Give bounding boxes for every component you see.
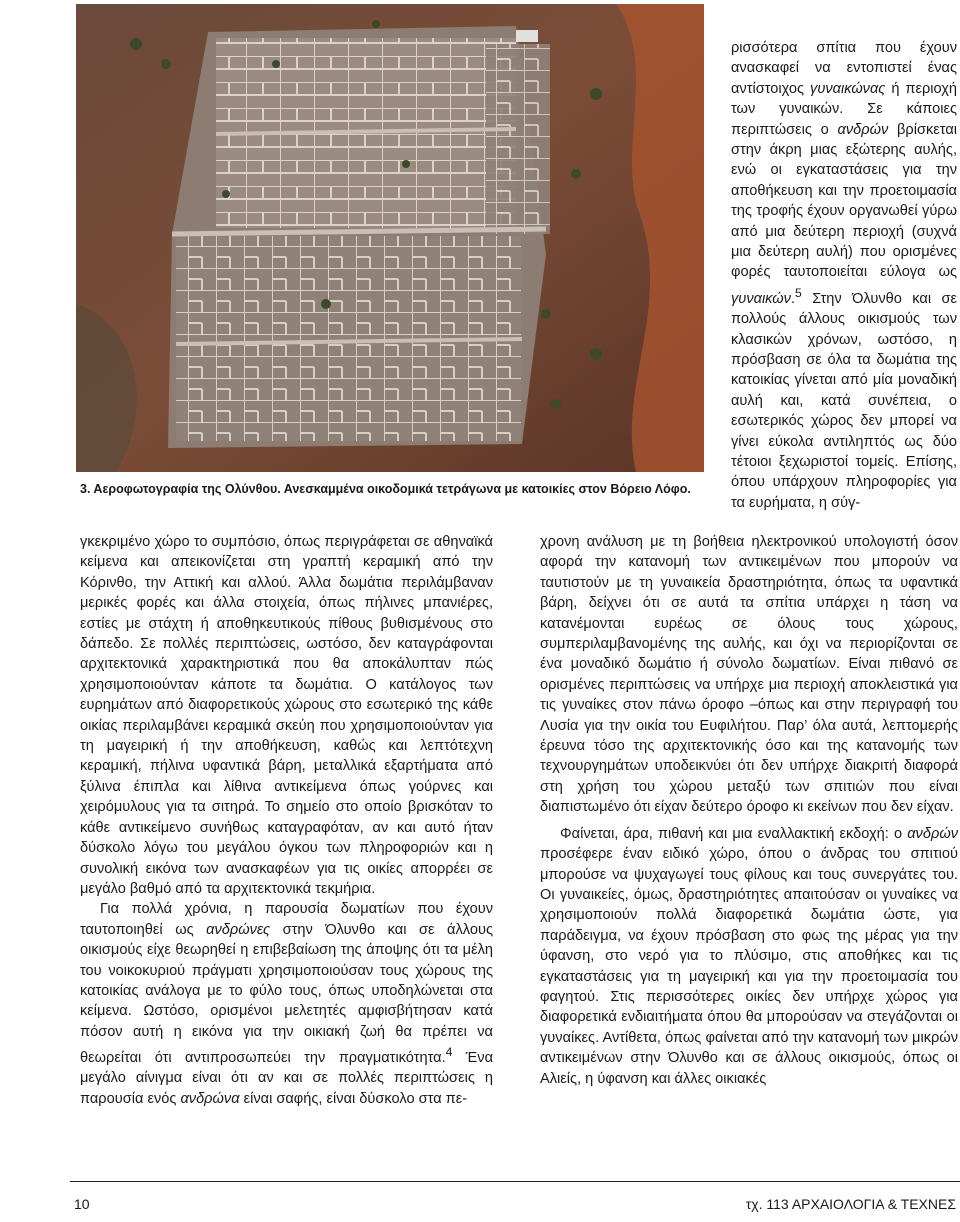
paragraph: χρονη ανάλυση με τη βοήθεια ηλεκτρονικού υπολογιστή όσον αφορά την κατανομή των αντικειμένων που μπορούν να ταυτιστούν με τη γυναικεία δραστηριότητα, όπως τα υφαντικά βάρη, δείχνει ότι σε αυτά τα σπίτια υπάρχει η τάση να κατανέμονται ευρέως σε όλους τους χώρους, συμπεριλαμβανομένης της αυλής, και όχι να περιορίζονται σε ένα μοναδικό δωμάτιο ή σύνολο δωματίων. Είναι πιθανό σε ορισμένες περιπτώσεις να υπήρχε μια περιοχή αποκλειστικά για τις γυναίκες στον πάνω όροφο –όπως και στην περιγραφή του Λυσία για την οικία του Ευφιλήτου. Παρ’ όλα αυτά, λεπτομερής έρευνα τόσο της αρχιτεκτονικής όσο και της κατανομής των τεχνουργημάτων υποδεικνύει ότι δεν υπήρχε διακριτή διαφορά στη χρήση του χώρου μεταξύ των σπιτιών που είναι διαπιστωμένο ότι είχαν δεύτερο όροφο κι εκείνων που δεν είχαν.	[540, 534, 958, 816]
excavation-photo-icon	[76, 4, 704, 472]
footer-divider	[70, 1181, 960, 1182]
paragraph: Για πολλά χρόνια, η παρουσία δωματίων που έχουν ταυτοποιηθεί ως ανδρώνες στην Όλυνθο και σε άλλους οικισμούς είχε θεωρηθεί η επιβεβαίωση της άποψης ότι τα μέλη του νοικοκυριού πράγματι χρησιμοποιούσαν τους χώρους της κατοικίας ανάλογα με το φύλο τους, όπως υποδηλώνεται στα κείμενα. Ωστόσο, ορισμένοι μελετητές αμφισβήτησαν κατά πόσον αυτή η εικόνα για την οικιακή ζωή θα πρέπει να θεωρείται ότι αντιπροσωπεύει την πραγματικότητα.$^4$ Ένα μεγάλο αίνιγμα είναι ότι αν και σε πολλές περιπτώσεις η παρουσία ενός ανδρώνα είναι σαφής, είναι δύσκολο στα πε-	[80, 901, 494, 1107]
paragraph: Φαίνεται, άρα, πιθανή και μια εναλλακτική εκδοχή: ο ανδρών προσέφερε έναν ειδικό χώρο, όπου ο άνδρας του σπιτιού μπορούσε να ψυχαγωγεί τους φίλους και τους συνεργάτες του. Οι γυναικείες, όμως, δραστηριότητες απαιτούσαν οι γυναίκες να χρησιμοποιούν πολλά διαφορετικά δωμάτια ώστε, για παράδειγμα, να έχουν πρόσβαση στο φως της μέρας για την ύφανση, στο νερό για το πλύσιμο, στις αποθήκες και τις εγκαταστάσεις για τη μαγειρική και για την προετοιμασία του φαγητού. Στις περισσότερες οικίες δεν υπήρχε χώρος για διαφορετικά ενδιαιτήματα όπου θα μπορούσαν να στεγάζονται οι γυναίκες. Αντίθετα, όπως φαίνεται από την κατανομή των μικρών αντικειμένων στην Όλυνθο και σε άλλους οικισμούς, όπως οι Αλιείς, η ύφανση και άλλες οικιακές	[540, 825, 958, 1087]
publication-footer: τχ. 113 ΑΡΧΑΙΟΛΟΓΙΑ & ΤΕΧΝΕΣ	[745, 1196, 956, 1212]
aerial-photo	[76, 4, 704, 472]
article-column-right	[540, 532, 958, 1089]
article-column-left	[80, 532, 493, 1109]
page-number: 10	[74, 1196, 90, 1212]
article-column-right-top	[731, 38, 957, 513]
paragraph: ρισσότερα σπίτια που έχουν ανασκαφεί να εντοπιστεί ένας αντίστοιχος γυναικώνας ή περιοχή των γυναικών. Σε κάποιες περιπτώσεις ο ανδρών βρίσκεται στην άκρη μιας εξώτερης αυλής, ενώ οι εγκαταστάσεις για την αποθήκευση και την προετοιμασία της τροφής έχουν οργανωθεί γύρω από μια δεύτερη περιοχή (συχνά μια δεύτερη αυλή) που ορισμένες φορές ταυτοποιείται εύλογα ως γυναικών.$^5$ Στην Όλυνθο και σε πολλούς άλλους οικισμούς των κλασικών χρόνων, ωστόσο, η πρόσβαση σε όλα τα δωμάτια της κατοικίας γίνεται από μία μοναδική αυλή και, κατά συνέπεια, ο εσωτερικός χώρος δεν μπορεί να γίνει εύκολα αντιληπτός ως δύο τέτοιοι ξεχωριστοί τομείς. Επίσης, όπου υπάρχουν πληροφορίες για τα ευρήματα, η σύγ-	[731, 40, 957, 511]
paragraph: γκεκριμένο χώρο το συμπόσιο, όπως περιγράφεται σε αθηναϊκά κείμενα και απεικονίζεται στη γραπτή κεραμική από την Κόρινθο, την Αττική και αλλού. Άλλα δωμάτια περιλάμβαναν μερικές φορές και άλλα στοιχεία, όπως πήλινες μπανιέρες, εστίες με στάχτη ή αποθηκευτικούς πίθους βυθισμένους στο δάπεδο. Σε πολλές περιπτώσεις, ωστόσο, δεν καταγράφονται αρχιτεκτονικά χαρακτηριστικά που θα αποκάλυπταν πώς χρησιμοποιούνταν κάποτε τα δωμάτια. Ο κατάλογος των ευρημάτων από διαφορετικούς χώρους στο εσωτερικό της κάθε οικίας περιλαμβάνει κεραμικά σκεύη που χρησιμοποιούνταν για τη μαγειρική ή την αποθήκευση, καθώς και λεπτότεχνη κεραμική, πήλινα υφαντικά βάρη, μεταλλικά εξαρτήματα από ξύλινα έπιπλα και λίθινα αντικείμενα όπως γούρνες και χειρόμυλους για τα σιτηρά. Το σημείο στο οποίο βρισκόταν το κάθε αντικείμενο συνήθως καταγραφόταν, αν και αυτό ήταν δύσκολο λόγω του μεγάλου όγκου των πληροφοριών και η συνολική εικόνα των ανασκαφέων για τις οικίες απορρέει σε μεγάλο βαθμό από τα αρχιτεκτονικά τεκμήρια.	[80, 534, 493, 897]
figure-caption: 3. Αεροφωτογραφία της Ολύνθου. Ανεσκαμμένα οικοδομικά τετράγωνα με κατοικίες στον Βόρειο Λόφο.	[80, 482, 691, 496]
